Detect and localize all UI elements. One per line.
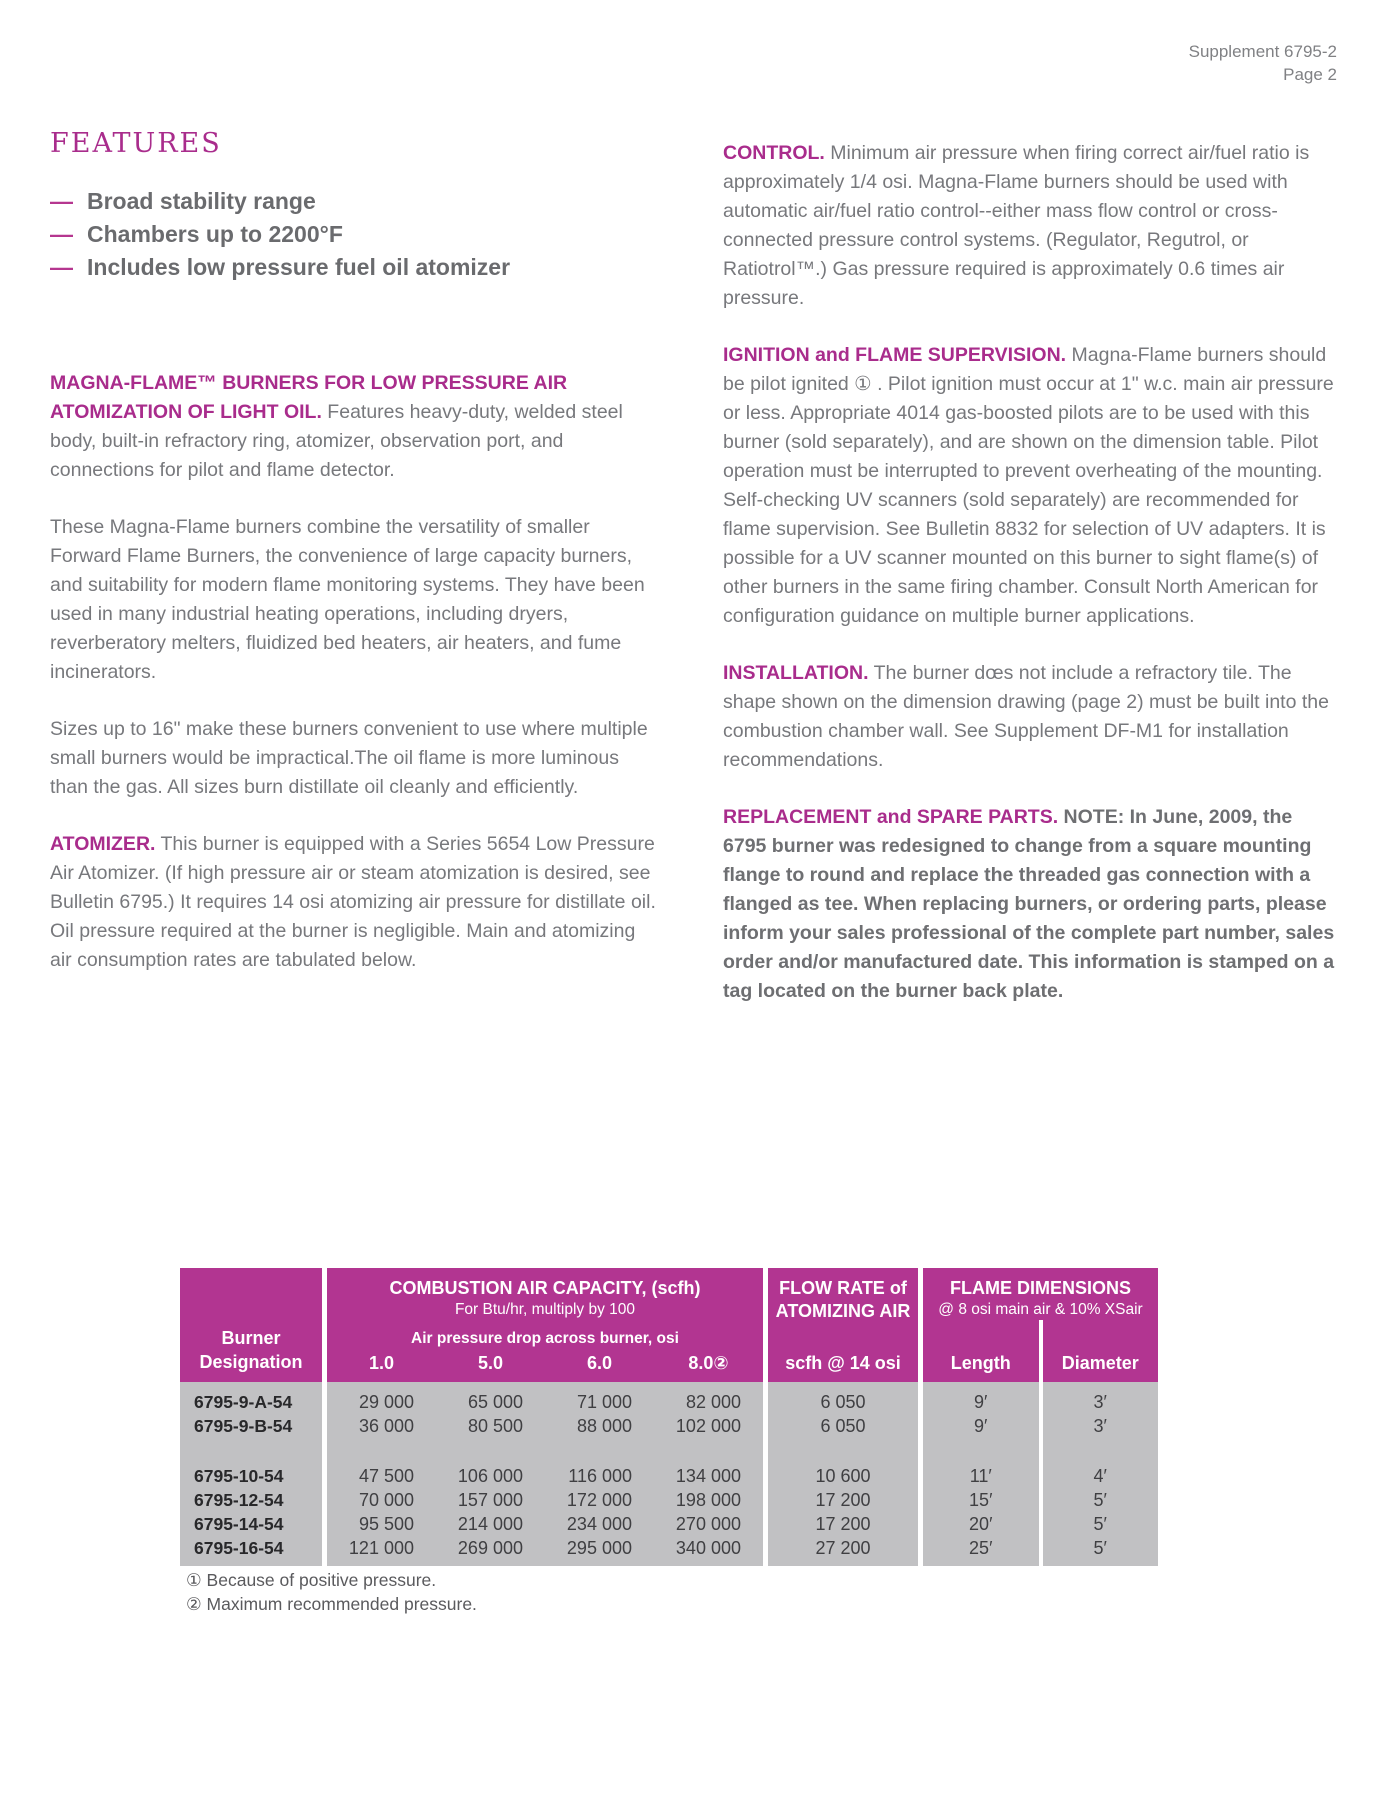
feature-text: Chambers up to 2200°F xyxy=(87,221,343,247)
header-label: Length xyxy=(950,1353,1011,1373)
header-subtitle: Air pressure drop across burner, osi xyxy=(411,1330,679,1347)
paragraph-magna-flame xyxy=(50,369,656,485)
table-cell: 270 000 xyxy=(675,1514,741,1534)
table-cell: 6795-12-54 xyxy=(194,1490,284,1510)
table-cell: 295 000 xyxy=(566,1538,632,1558)
table-body-combustion xyxy=(327,1382,763,1566)
bullet-dash-icon: — xyxy=(50,188,73,214)
feature-item xyxy=(50,190,656,213)
page-header xyxy=(1189,40,1337,86)
table-cell: 27 200 xyxy=(815,1538,871,1558)
paragraph-text: NOTE: In June, 2009, the 6795 burner was redesigned to change from a square mounting flange to round and replace the threaded gas connection with a flanged as tee. When replacing burners, or ordering parts, please inform your sales professional of the complete part number, sales order and/or manufactured date. This information is stamped on a tag located on the burner back plate. xyxy=(723,806,1335,1002)
table-header-flame-dimensions xyxy=(923,1268,1158,1382)
paragraph-atomizer xyxy=(50,830,656,975)
bullet-dash-icon: — xyxy=(50,221,73,247)
header-label: 5.0 xyxy=(477,1353,504,1373)
paragraph-installation xyxy=(723,659,1337,775)
bullet-dash-icon: — xyxy=(50,254,73,280)
header-label: Designation xyxy=(199,1352,303,1372)
table-cell: 116 000 xyxy=(568,1466,632,1486)
table-cell: 17 200 xyxy=(815,1490,871,1510)
table-row xyxy=(327,1536,763,1560)
table-row-spacer xyxy=(768,1438,918,1464)
table-cell: 4′ xyxy=(1093,1466,1107,1486)
header-label: 8.0② xyxy=(688,1353,729,1373)
table-row xyxy=(327,1512,763,1536)
table-column-flame-dimensions xyxy=(923,1268,1158,1566)
table-cell: 29 000 xyxy=(358,1392,414,1412)
header-label: 1.0 xyxy=(368,1353,395,1373)
table-cell: 20′ xyxy=(969,1514,993,1534)
table-footnote: ① Because of positive pressure. xyxy=(186,1570,437,1590)
header-subtitle: For Btu/hr, multiply by 100 xyxy=(454,1301,636,1318)
table-cell: 214 000 xyxy=(457,1514,523,1534)
table-body-flow-rate xyxy=(768,1382,918,1566)
table-cell: 3′ xyxy=(1093,1416,1107,1436)
feature-text: Includes low pressure fuel oil atomizer xyxy=(87,254,511,280)
paragraph-text: Minimum air pressure when firing correct air/fuel ratio is approximately 1/4 osi. Magna-Flame burners should be used with automatic air/fuel ratio control--either mass flow control or cross-connected pressure control systems. (Regulator, Regutrol, or Ratiotrol™.) Gas pressure required is approximately 0.6 times air pressure. xyxy=(723,142,1310,309)
table-cell: 88 000 xyxy=(576,1416,632,1436)
section-heading-control: CONTROL. xyxy=(723,142,825,164)
table-cell: 17 200 xyxy=(815,1514,871,1534)
paragraph-control xyxy=(723,139,1337,313)
table-cell: 5′ xyxy=(1093,1490,1107,1510)
flame-column-labels xyxy=(923,1320,1158,1382)
left-column xyxy=(50,128,656,1003)
table-row xyxy=(327,1488,763,1512)
header-title: FLAME DIMENSIONS xyxy=(949,1278,1131,1298)
table-cell: 9′ xyxy=(974,1392,988,1412)
table-cell: 134 000 xyxy=(675,1466,741,1486)
table-row-spacer xyxy=(180,1438,322,1464)
table-cell: 6795-10-54 xyxy=(194,1466,284,1486)
table-footnote: ② Maximum recommended pressure. xyxy=(186,1594,477,1614)
table-cell: 6 050 xyxy=(820,1392,866,1412)
table-cell: 121 000 xyxy=(348,1538,414,1558)
table-cell: 25′ xyxy=(969,1538,993,1558)
diameter-column xyxy=(1043,1382,1159,1566)
table-body-burner xyxy=(180,1382,322,1566)
feature-item xyxy=(50,223,656,246)
header-label: Diameter xyxy=(1061,1353,1139,1373)
table-cell: 71 000 xyxy=(576,1392,632,1412)
table-cell: 3′ xyxy=(1093,1392,1107,1412)
paragraph-text: Magna-Flame burners should be pilot ignited ① . Pilot ignition must occur at 1" w.c. main air pressure or less. Appropriate 4014 gas-boosted pilots are to be used with this burner (sold separately), and are shown on the dimension table. Pilot operation must be interrupted to prevent overheating of the mounting. Self-checking UV scanners (sold separately) are recommended for flame supervision. See Bulletin 8832 for selection of UV adapters. It is possible for a UV scanner mounted on this burner to sight flame(s) of other burners in the same firing chamber. Consult North American for configuration guidance on multiple burner applications. xyxy=(723,344,1334,627)
section-heading-replacement: REPLACEMENT and SPARE PARTS. xyxy=(723,806,1059,828)
header-title: ATOMIZING AIR xyxy=(775,1301,911,1321)
table-cell: 82 000 xyxy=(685,1392,741,1412)
table-row-spacer xyxy=(327,1438,763,1464)
table-row-spacer xyxy=(923,1438,1039,1464)
features-list xyxy=(50,190,656,279)
table-column-combustion xyxy=(327,1268,763,1566)
pressure-column-labels xyxy=(327,1349,763,1382)
table-header-burner xyxy=(180,1268,322,1382)
table-footnotes xyxy=(186,1568,477,1616)
header-title: FLOW RATE of xyxy=(779,1278,907,1298)
supplement-label: Supplement 6795-2 xyxy=(1188,42,1337,61)
table-cell: 157 000 xyxy=(457,1490,523,1510)
header-label: Burner xyxy=(221,1328,281,1348)
table-cell: 5′ xyxy=(1093,1514,1107,1534)
table-cell: 95 500 xyxy=(358,1514,414,1534)
table-cell: 102 000 xyxy=(675,1416,741,1436)
header-label: scfh @ 14 osi xyxy=(785,1353,901,1373)
features-heading: FEATURES xyxy=(50,128,222,159)
length-column xyxy=(923,1382,1039,1566)
table-row xyxy=(327,1390,763,1414)
table-cell: 70 000 xyxy=(358,1490,414,1510)
table-body-flame-dimensions xyxy=(923,1382,1158,1566)
table-cell: 65 000 xyxy=(467,1392,523,1412)
table-header-combustion xyxy=(327,1268,763,1382)
section-heading-atomizer: ATOMIZER. xyxy=(50,833,156,855)
table-cell: 36 000 xyxy=(358,1416,414,1436)
paragraph-text: This burner is equipped with a Series 5654 Low Pressure Air Atomizer. (If high pressure air or steam atomization is desired, see Bulletin 6795.) It requires 14 osi atomizing air pressure for distillate oil. Oil pressure required at the burner is negligible. Main and atomizing air consumption rates are tabulated below. xyxy=(50,833,656,971)
table-cell: 6795-16-54 xyxy=(194,1538,284,1558)
table-cell: 15′ xyxy=(969,1490,993,1510)
paragraph-text: The burner dœs not include a refractory tile. The shape shown on the dimension drawing (page 2) must be built into the combustion chamber wall. See Supplement DF-M1 for installation recommendations. xyxy=(723,662,1329,771)
table-cell: 340 000 xyxy=(675,1538,741,1558)
table-cell: 269 000 xyxy=(457,1538,523,1558)
table-column-burner xyxy=(180,1268,322,1566)
table-row xyxy=(327,1464,763,1488)
table-cell: 11′ xyxy=(969,1466,992,1486)
feature-text: Broad stability range xyxy=(87,188,316,214)
table-cell: 10 600 xyxy=(815,1466,871,1486)
header-title: COMBUSTION AIR CAPACITY, (scfh) xyxy=(389,1278,701,1298)
capacity-table xyxy=(180,1268,1158,1566)
page-number: Page 2 xyxy=(1283,65,1337,84)
table-row-spacer xyxy=(1043,1438,1159,1464)
table-cell: 9′ xyxy=(974,1416,988,1436)
table-column-flow-rate xyxy=(768,1268,918,1566)
table-cell: 6795-9-A-54 xyxy=(194,1392,293,1412)
paragraph-text: Features heavy-duty, welded steel body, built-in refractory ring, atomizer, observation port, and connections for pilot and flame detector. xyxy=(50,401,623,481)
table-cell: 5′ xyxy=(1093,1538,1107,1558)
table-cell: 172 000 xyxy=(566,1490,632,1510)
table-cell: 6795-14-54 xyxy=(194,1514,284,1534)
right-column xyxy=(723,139,1337,1034)
table-cell: 6 050 xyxy=(820,1416,866,1436)
feature-item xyxy=(50,256,656,279)
table-cell: 106 000 xyxy=(457,1466,523,1486)
header-label: 6.0 xyxy=(586,1353,613,1373)
section-heading-ignition: IGNITION and FLAME SUPERVISION. xyxy=(723,344,1067,366)
section-heading-installation: INSTALLATION. xyxy=(723,662,869,684)
table-cell: 234 000 xyxy=(566,1514,632,1534)
table-cell: 47 500 xyxy=(358,1466,414,1486)
table-header-flow-rate xyxy=(768,1268,918,1382)
table-cell: 198 000 xyxy=(675,1490,741,1510)
header-subtitle: @ 8 osi main air & 10% XSair xyxy=(938,1301,1143,1318)
table-row xyxy=(327,1414,763,1438)
paragraph-ignition xyxy=(723,341,1337,631)
table-cell: 6795-9-B-54 xyxy=(194,1416,293,1436)
paragraph-overview: These Magna-Flame burners combine the versatility of smaller Forward Flame Burners, the convenience of large capacity burners, and suitability for modern flame monitoring systems. They have been used in many industrial heating operations, including dryers, reverberatory melters, fluidized bed heaters, air heaters, and fume incinerators. xyxy=(50,516,645,683)
paragraph-replacement xyxy=(723,803,1337,1006)
paragraph-sizes: Sizes up to 16" make these burners convenient to use where multiple small burners would be impractical.The oil flame is more luminous than the gas. All sizes burn distillate oil cleanly and efficiently. xyxy=(50,718,648,798)
section-heading-magna-flame: MAGNA-FLAME™ BURNERS FOR LOW PRESSURE AIR ATOMIZATION OF LIGHT OIL. xyxy=(50,372,568,423)
table-cell: 80 500 xyxy=(467,1416,523,1436)
